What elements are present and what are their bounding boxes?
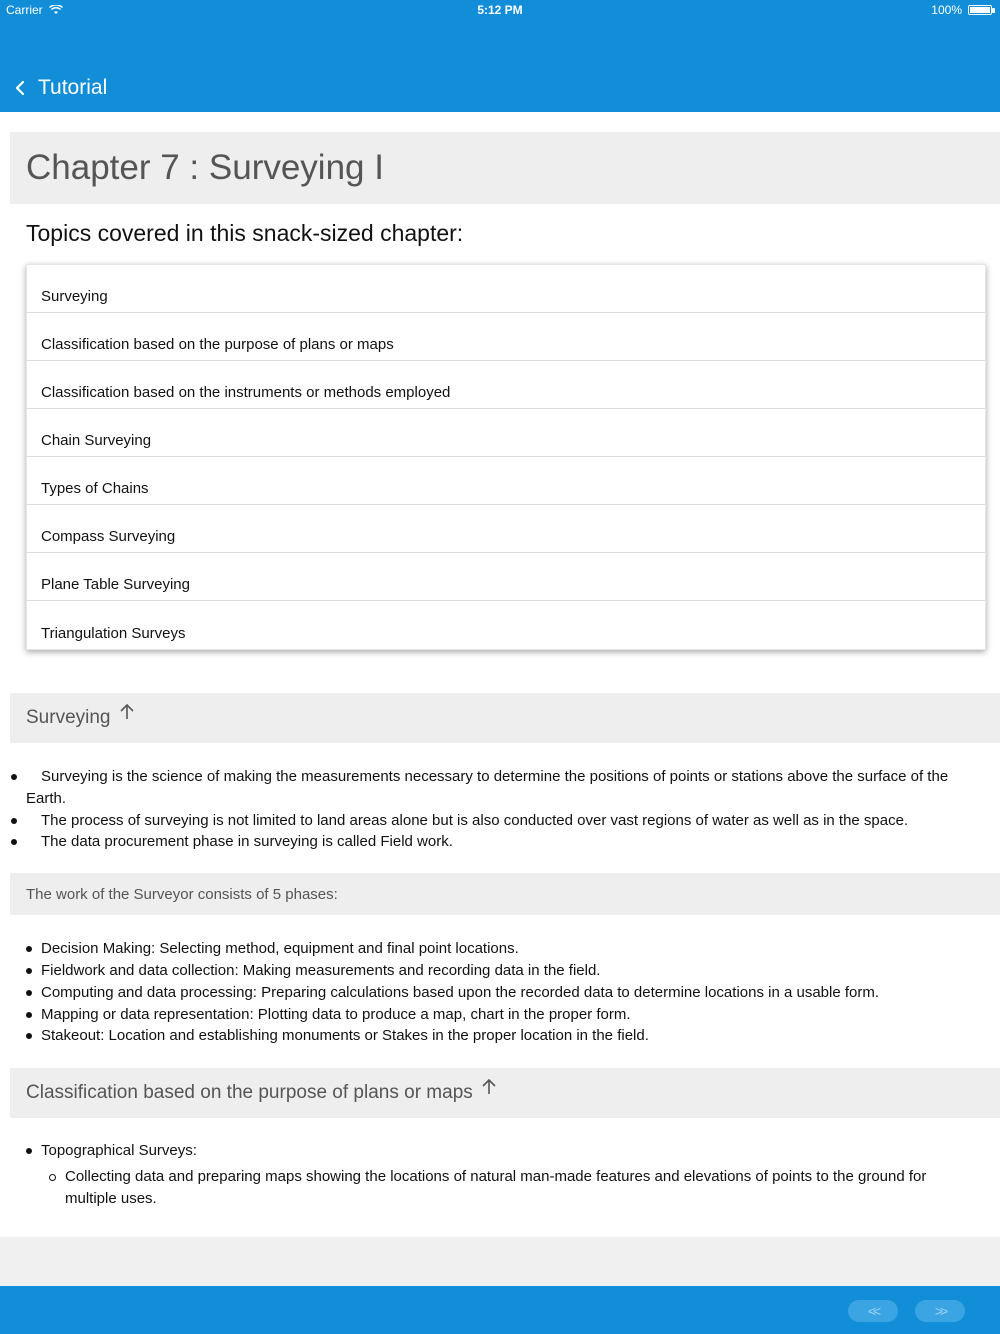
chapter-header — [10, 132, 1000, 204]
battery-percent: 100% — [931, 3, 962, 17]
next-label: >> — [934, 1303, 946, 1319]
status-bar — [0, 0, 1000, 20]
list-item: Surveying is the science of making the measurements necessary to determine the positions of points or stations above the surface of the Earth. — [26, 766, 974, 810]
list-item: Collecting data and preparing maps showing the locations of natural man-made features and elevations of points to the ground for multiple uses. — [65, 1166, 974, 1210]
list-item: Decision Making: Selecting method, equipment and final point locations. — [41, 938, 974, 960]
previous-page-button[interactable] — [848, 1300, 898, 1322]
chapter-content[interactable] — [0, 112, 1000, 1237]
topic-item[interactable]: Compass Surveying — [27, 505, 985, 553]
bottom-spacer — [0, 1237, 1000, 1286]
status-time: 5:12 PM — [477, 3, 523, 17]
topic-item[interactable]: Types of Chains — [27, 457, 985, 505]
classification-list — [0, 1140, 1000, 1209]
section-title: Classification based on the purpose of plans or maps — [26, 1082, 473, 1104]
topic-item[interactable]: Plane Table Surveying — [27, 553, 985, 601]
back-button-label: Tutorial — [38, 76, 108, 99]
chapter-title: Chapter 7 : Surveying I — [26, 148, 384, 187]
list-item: Fieldwork and data collection: Making measurements and recording data in the field. — [41, 960, 974, 982]
arrow-up-icon[interactable] — [481, 1078, 497, 1096]
carrier-label: Carrier — [6, 3, 43, 17]
topic-item[interactable]: Classification based on the instruments or methods employed — [27, 361, 985, 409]
back-button[interactable] — [12, 76, 107, 100]
topics-heading: Topics covered in this snack-sized chapter: — [26, 220, 464, 246]
topic-item[interactable]: Surveying — [27, 265, 985, 313]
topic-item[interactable]: Chain Surveying — [27, 409, 985, 457]
arrow-up-icon[interactable] — [119, 703, 135, 721]
chevron-left-icon — [12, 78, 28, 98]
list-item: Mapping or data representation: Plotting data to produce a map, chart in the proper form. — [41, 1004, 974, 1026]
list-item: The data procurement phase in surveying is called Field work. — [26, 831, 974, 853]
list-item: Computing and data processing: Preparing calculations based upon the recorded data to determine locations in a usable form. — [41, 982, 974, 1004]
section-header-surveying — [10, 693, 1000, 743]
list-item: Topographical Surveys: Collecting data and preparing maps showing the locations of natural man-made features and elevations of points to the ground for multiple uses. — [41, 1140, 974, 1209]
navigation-bar — [0, 20, 1000, 112]
previous-label: << — [867, 1303, 879, 1319]
phases-subheading: The work of the Surveyor consists of 5 phases: — [26, 885, 338, 903]
section-header-classification — [10, 1068, 1000, 1118]
phases-list — [0, 938, 1000, 1047]
battery-icon — [968, 5, 992, 15]
footer-toolbar — [0, 1286, 1000, 1334]
topics-list — [26, 264, 986, 650]
surveying-bullets — [0, 766, 1000, 853]
list-item: Stakeout: Location and establishing monuments or Stakes in the proper location in the field. — [41, 1025, 974, 1047]
topic-item[interactable]: Triangulation Surveys — [41, 624, 186, 642]
list-item: The process of surveying is not limited to land areas alone but is also conducted over vast regions of water as well as in the space. — [26, 810, 974, 832]
next-page-button[interactable] — [915, 1300, 965, 1322]
section-title: Surveying — [26, 707, 111, 728]
topic-item[interactable]: Classification based on the purpose of plans or maps — [27, 313, 985, 361]
phases-subheader — [10, 873, 1000, 915]
classification-sub-list — [41, 1166, 974, 1210]
